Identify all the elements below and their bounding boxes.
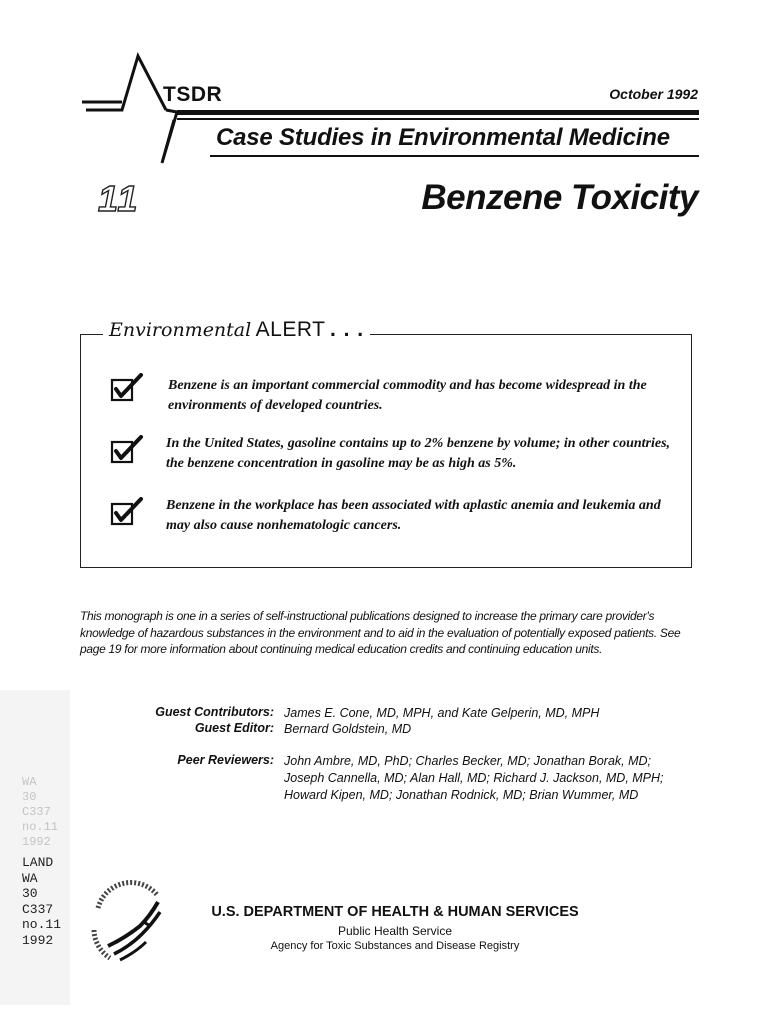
editor-value: Bernard Goldstein, MD	[284, 722, 412, 736]
page-title: Benzene Toxicity	[421, 178, 698, 217]
editor-label: Guest Editor:	[194, 721, 274, 735]
header-rule-thin	[177, 118, 699, 120]
checkbox-checked-icon	[110, 497, 146, 529]
reviewers-label: Peer Reviewers:	[177, 753, 274, 767]
atsdr-a-logo-icon	[78, 48, 198, 168]
checkbox-checked-icon	[110, 435, 146, 467]
issue-number: 11	[98, 178, 140, 219]
department-name: U.S. DEPARTMENT OF HEALTH & HUMAN SERVICES	[211, 904, 579, 920]
alert-item: Benzene is an important commercial commodity and has become widespread in the environments of developed countries.	[168, 378, 647, 413]
series-title: Case Studies in Environmental Medicine	[216, 124, 670, 151]
library-call-number: LAND WA 30 C337 no.11 1992	[22, 855, 62, 948]
hhs-seal-icon	[80, 868, 180, 968]
alert-item: Benzene in the workplace has been associated with aplastic anemia and leukemia and may also cause nonhematologic cancers.	[166, 498, 661, 533]
reviewers-value: John Ambre, MD, PhD; Charles Becker, MD; Jonathan Borak, MD; Joseph Cannella, MD; Alan Hall, MD; Richard J. Jackson, MD, MPH; Howard Kipen, MD; Jonathan Rodnick, MD; Brian Wummer, MD	[284, 754, 664, 802]
service-name: Public Health Service	[337, 924, 453, 938]
contributors-value: James E. Cone, MD, MPH, and Kate Gelperin, MD, MPH	[284, 706, 600, 720]
alert-heading-script: Environmental	[109, 319, 252, 341]
intro-paragraph: This monograph is one in a series of self-instructional publications designed to increase the primary care provider's knowledge of hazardous substances in the environment and to aid in the evaluation of potentially exposed patients. See page 19 for more information about continuing medical education credits and continuing education units.	[80, 609, 681, 656]
agency-name: Agency for Toxic Substances and Disease Registry	[270, 940, 520, 952]
alert-heading	[103, 318, 370, 342]
issue-date: October 1992	[609, 86, 698, 102]
library-faded-stamp: WA 30 C337 no.11 1992	[22, 775, 59, 849]
agency-abbrev: TSDR	[163, 83, 223, 106]
alert-heading-dots: . . .	[329, 318, 365, 341]
alert-heading-word: ALERT	[255, 318, 326, 341]
header-rule	[177, 110, 699, 115]
series-rule	[210, 155, 699, 157]
alert-item: In the United States, gasoline contains up to 2% benzene by volume; in other countries, the benzene concentration in gasoline may be as high as 5%.	[166, 436, 671, 471]
checkbox-checked-icon	[110, 373, 146, 405]
contributors-label: Guest Contributors:	[155, 705, 274, 719]
